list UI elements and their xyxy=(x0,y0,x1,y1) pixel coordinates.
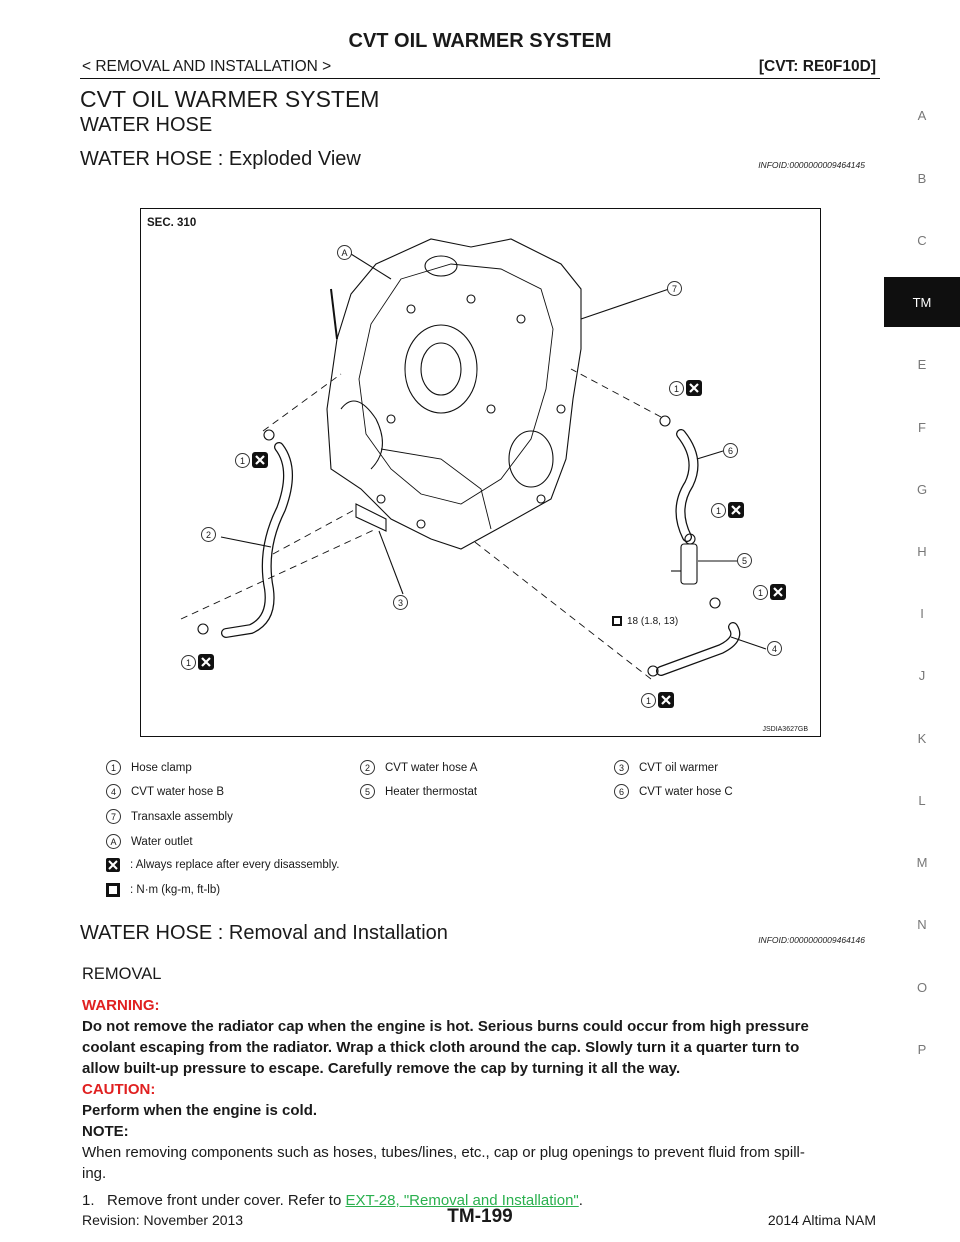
legend-label: Transaxle assembly xyxy=(131,810,233,823)
legend-item xyxy=(360,760,477,775)
legend-label: Hose clamp xyxy=(131,761,192,774)
legend-replace-row xyxy=(106,858,339,872)
callout-a: A xyxy=(337,245,352,260)
section-tab-tm[interactable]: TM xyxy=(884,277,960,327)
section-tab-a[interactable]: A xyxy=(917,107,927,123)
warning-line-3: allow built-up pressure to escape. Carefully remove the cap by turning it all the way. xyxy=(82,1060,681,1077)
callout-1: 1 xyxy=(711,503,726,518)
torque-spec xyxy=(611,615,678,627)
callout-3: 3 xyxy=(393,595,408,610)
section-tab-g[interactable]: G xyxy=(916,481,928,497)
footer-revision: Revision: November 2013 xyxy=(82,1212,244,1228)
legend-item xyxy=(360,784,477,799)
legend-number: 4 xyxy=(106,784,121,799)
legend-number: 7 xyxy=(106,809,121,824)
legend-number: 5 xyxy=(360,784,375,799)
callout-1: 1 xyxy=(753,585,768,600)
torque-wrench-icon xyxy=(106,883,120,897)
legend-number: A xyxy=(106,834,121,849)
replace-icon xyxy=(252,452,268,473)
step-1-suffix: . xyxy=(578,1192,583,1209)
legend-item xyxy=(106,834,193,849)
header-rule xyxy=(80,78,880,79)
step-1-text: 1. Remove front under cover. Refer to xyxy=(82,1192,346,1209)
section-tab-f[interactable]: F xyxy=(918,419,926,435)
ext-28-reference-link[interactable]: EXT-28, "Removal and Installation" xyxy=(345,1192,579,1209)
section-tab-o[interactable]: O xyxy=(916,979,928,995)
legend-label: CVT water hose C xyxy=(639,785,733,798)
page-header-model: [CVT: RE0F10D] xyxy=(758,58,876,75)
caution-label: CAUTION: xyxy=(82,1081,156,1098)
page-number: TM-199 xyxy=(447,1206,513,1227)
section-tab-p[interactable]: P xyxy=(917,1041,927,1057)
section-tab-i[interactable]: I xyxy=(920,605,924,621)
replace-icon xyxy=(770,584,786,605)
replace-icon xyxy=(728,502,744,523)
thermostat-part xyxy=(681,544,697,584)
infoid-removal: INFOID:0000000009464146 xyxy=(758,935,865,945)
legend-torque-text: : N·m (kg-m, ft-lb) xyxy=(130,884,221,896)
legend-label: CVT water hose B xyxy=(131,785,225,798)
section-tab-e[interactable]: E xyxy=(917,356,927,372)
legend-item xyxy=(106,760,192,775)
figure-image-id: JSDIA3627GB xyxy=(762,726,808,733)
section-tab-n[interactable]: N xyxy=(917,916,927,932)
exploded-view-drawing xyxy=(141,209,819,735)
warning-block xyxy=(82,995,882,1211)
callout-1: 1 xyxy=(235,453,250,468)
page-header-subtitle: < REMOVAL AND INSTALLATION > xyxy=(82,58,332,75)
callout-2: 2 xyxy=(201,527,216,542)
replace-icon xyxy=(658,692,674,713)
section-tab-b[interactable]: B xyxy=(917,170,927,186)
torque-wrench-icon xyxy=(611,615,623,627)
section-tab-l[interactable]: L xyxy=(918,792,926,808)
warning-line-2: coolant escaping from the radiator. Wrap a thick cloth around the cap. Slowly turn it a quarter turn to xyxy=(82,1039,800,1056)
legend-number: 6 xyxy=(614,784,629,799)
legend-label: Water outlet xyxy=(131,835,193,848)
callout-5: 5 xyxy=(737,553,752,568)
torque-spec-value: 18 (1.8, 13) xyxy=(627,615,679,627)
note-line-1: When removing components such as hoses, tubes/lines, etc., cap or plug openings to prevent fluid from spill- xyxy=(82,1144,805,1161)
callout-7: 7 xyxy=(667,281,682,296)
section-tab-c[interactable]: C xyxy=(917,232,927,248)
figure-section-label: SEC. 310 xyxy=(147,217,197,229)
section-tab-j[interactable]: J xyxy=(918,667,926,683)
legend-item xyxy=(106,784,224,799)
exploded-view-heading: WATER HOSE : Exploded View xyxy=(80,148,361,170)
page-header-title: CVT OIL WARMER SYSTEM xyxy=(348,30,612,52)
warning-label: WARNING: xyxy=(82,997,160,1014)
subsection-title: WATER HOSE xyxy=(80,114,213,136)
legend-number: 1 xyxy=(106,760,121,775)
legend-replace-text: : Always replace after every disassembly. xyxy=(130,859,340,871)
callout-1: 1 xyxy=(669,381,684,396)
legend-number: 3 xyxy=(614,760,629,775)
infoid-exploded: INFOID:0000000009464145 xyxy=(758,160,865,170)
section-tab-h[interactable]: H xyxy=(917,543,927,559)
callout-4: 4 xyxy=(767,641,782,656)
note-line-2: ing. xyxy=(82,1165,107,1182)
exploded-view-figure xyxy=(140,208,821,737)
section-tab-m[interactable]: M xyxy=(916,854,928,870)
removal-heading: WATER HOSE : Removal and Installation xyxy=(80,922,448,944)
legend-number: 2 xyxy=(360,760,375,775)
oil-warmer-part xyxy=(356,504,386,531)
legend-label: CVT water hose A xyxy=(385,761,478,774)
legend-item xyxy=(614,760,718,775)
replace-icon xyxy=(106,858,120,872)
legend-label: Heater thermostat xyxy=(385,785,478,798)
callout-6: 6 xyxy=(723,443,738,458)
warning-line-1: Do not remove the radiator cap when the engine is hot. Serious burns could occur from high pressure xyxy=(82,1018,809,1035)
legend-item xyxy=(106,809,233,824)
legend-label: CVT oil warmer xyxy=(639,761,719,774)
section-tab-k[interactable]: K xyxy=(917,730,927,746)
replace-icon xyxy=(686,380,702,401)
removal-label: REMOVAL xyxy=(82,965,162,983)
callout-1: 1 xyxy=(641,693,656,708)
callout-1: 1 xyxy=(181,655,196,670)
footer-model: 2014 Altima NAM xyxy=(767,1212,876,1228)
legend-item xyxy=(614,784,733,799)
replace-icon xyxy=(198,654,214,675)
note-label: NOTE: xyxy=(82,1123,129,1140)
caution-text: Perform when the engine is cold. xyxy=(82,1102,318,1119)
legend-torque-row xyxy=(106,883,220,897)
section-title: CVT OIL WARMER SYSTEM xyxy=(80,86,380,112)
